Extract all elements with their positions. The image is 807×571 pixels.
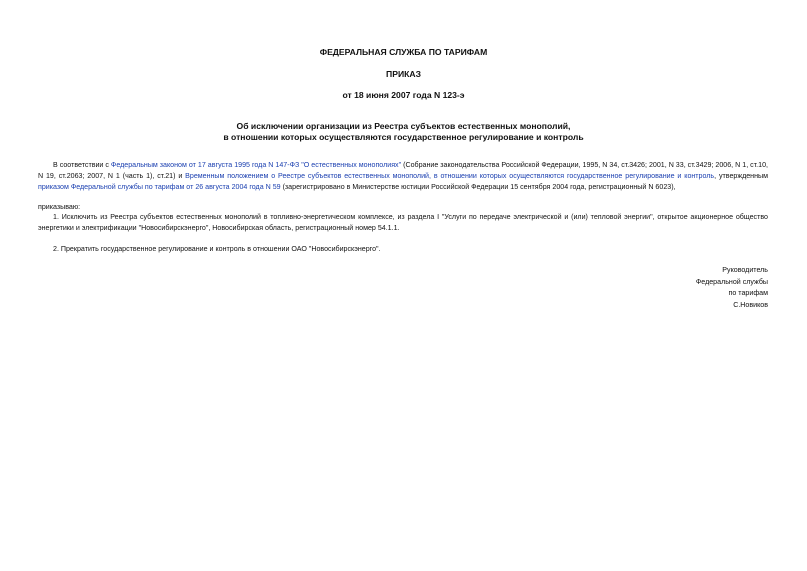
temporary-regulation-link[interactable]: Временным положением о Реестре субъектов естественных монополий, в отношении которых осуществляются государственное регулирование и контроль — [185, 172, 715, 180]
preamble-paragraph — [38, 160, 768, 193]
preamble-text-3: , утвержденным — [714, 172, 768, 180]
preamble-text-2: (Собрание законодательства Российской Федерации, 1995, N 34, ст.3426; 2001, N 33, ст.3429; 2006, N 1, ст.10, N 19, ст.2063; 2007, N 1 (часть 1), ст.21) и — [38, 161, 768, 180]
signature-name: С.Новиков — [733, 300, 768, 309]
signature-agency: Федеральной службы — [695, 277, 768, 286]
order-item-2: 2. Прекратить государственное регулирование и контроль в отношении ОАО "Новосибирскэнерго". — [53, 245, 381, 253]
title-line-1: Об исключении организации из Реестра субъектов естественных монополий, — [236, 121, 571, 131]
order-word: приказываю: — [38, 203, 81, 211]
preamble-text-4: (зарегистрировано в Министерстве юстиции Российской Федерации 15 сентября 2004 года, регистрационный N 6023), — [280, 183, 676, 191]
fst-order-link[interactable]: приказом Федеральной службы по тарифам от 26 августа 2004 года N 59 — [38, 183, 281, 191]
federal-law-link[interactable]: Федеральным законом от 17 августа 1995 года N 147-ФЗ "О естественных монополиях" — [110, 161, 402, 169]
title-line-2: в отношении которых осуществляются государственное регулирование и контроль — [223, 132, 584, 142]
agency-heading: ФЕДЕРАЛЬНАЯ СЛУЖБА ПО ТАРИФАМ — [319, 47, 488, 57]
date-number-heading: от 18 июня 2007 года N 123-э — [342, 90, 465, 100]
signature-position: Руководитель — [722, 266, 768, 274]
order-item-1: 1. Исключить из Реестра субъектов естественных монополий в топливно-энергетическом комплексе, из раздела I "Услуги по передаче электрической и (или) тепловой энергии", открытое акционерное общество энергетики и электрификации "Новосибирскэнерго", Новосибирская область, регистрационный номер 54.1.1. — [38, 213, 768, 232]
signature-agency-cont: по тарифам — [728, 289, 768, 297]
signature-block — [568, 265, 768, 311]
doc-type-heading: ПРИКАЗ — [386, 69, 421, 79]
preamble-text-1: В соответствии с — [53, 161, 111, 169]
